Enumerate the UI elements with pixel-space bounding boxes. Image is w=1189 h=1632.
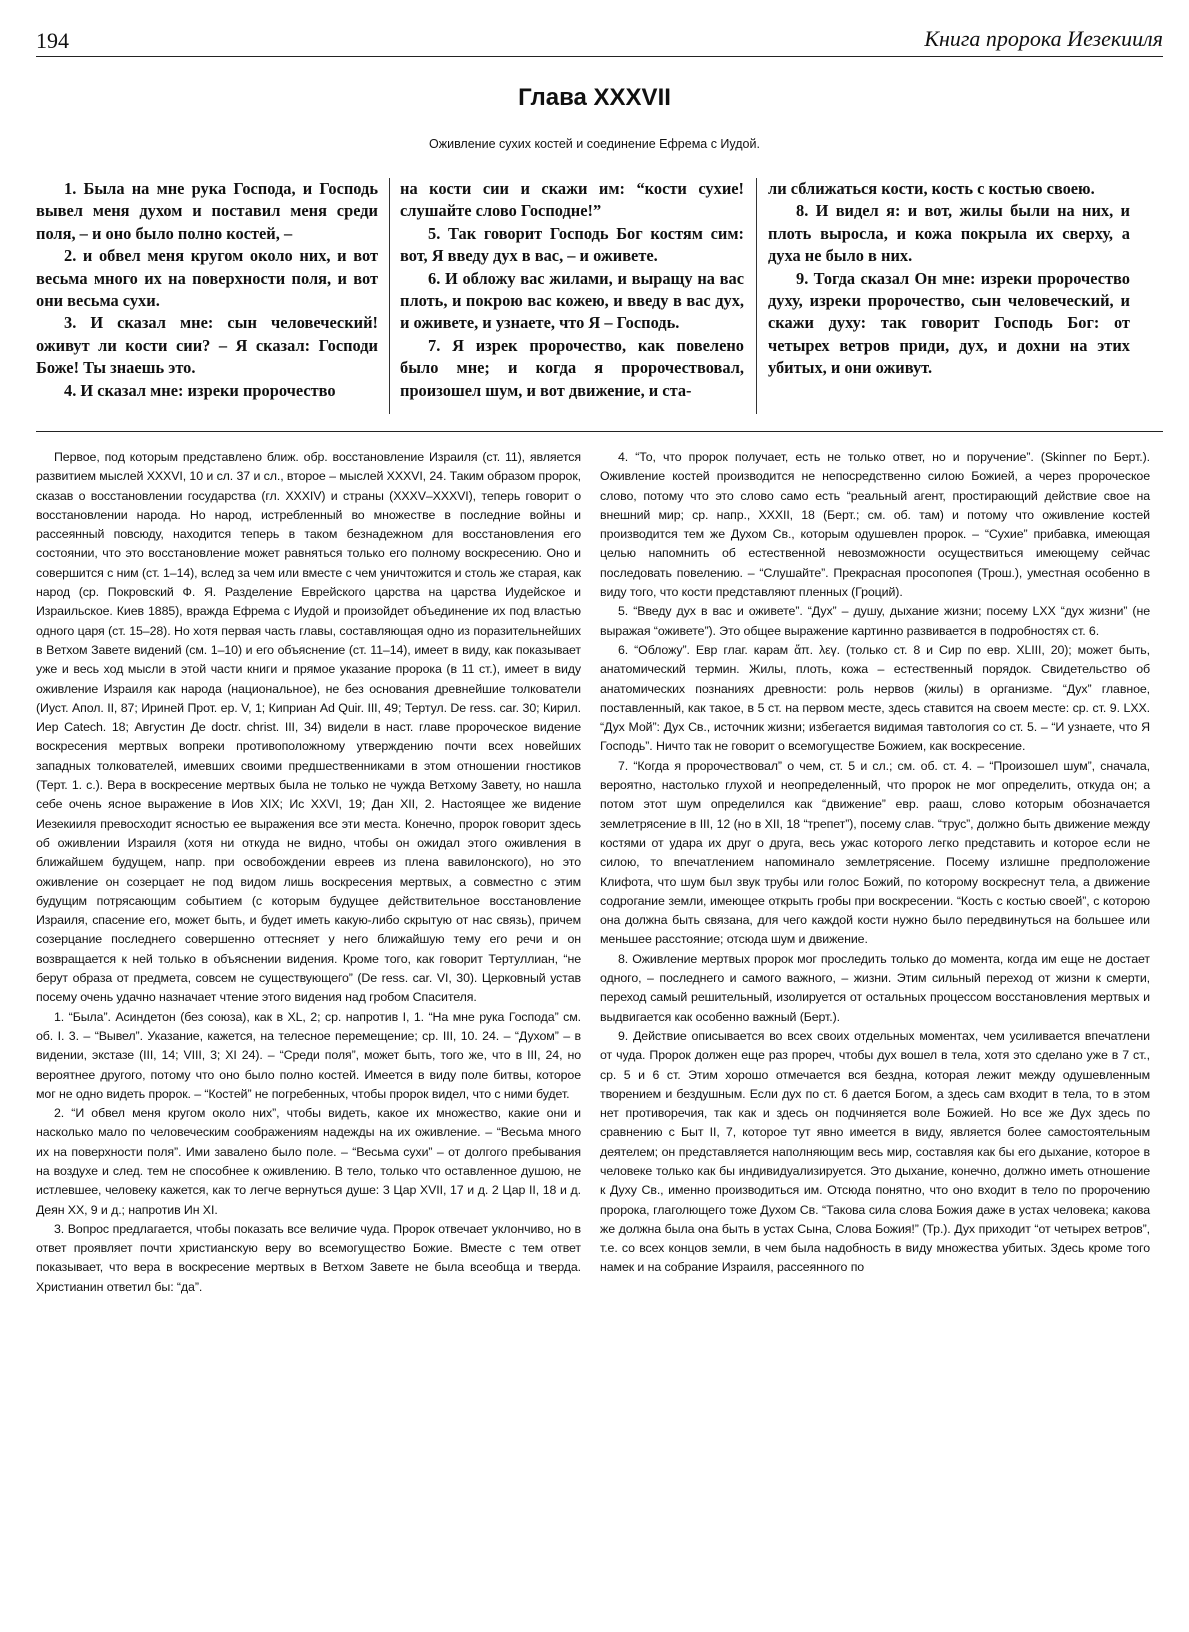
commentary-paragraph: Первое, под которым представлено ближ. обр. восстановление Израиля (ст. 11), является развитием мыслей XXXVI, 10 и сл. 37 и сл., второе – мыслей XXXVI, 24. Таким образом пророк, сказав о восстановлении государства (гл. XXXIV) и страны (XXXV–XXXVI), теперь говорит о восстановлении народа. Но народ, истребленный во множестве в последние войны и рассеянный повсюду, находится теперь в таком безнадежном для восстановления его состоянии, что это восстановление может равняться только его полному воскресению. Оно и совершится с ним (ст. 1–14), вслед за чем или вместе с чем уничтожится и столь же старая, как народ (ср. Покровский Ф. Я. Разделение Еврейского царства на царства Иудейское и Израильское. Киев 1885), вражда Ефрема с Иудой и произойдет объединение их под властью одного царя (ст. 15–28). Но хотя первая часть главы, составляющая одно из поразительнейших в Ветхом Завете видений (см. 1–10) и его объяснение (ст. 11–14), имеет в виду, как показывает уже и весь ход мысли в этой части книги и прямое указание пророка (в 11 ст.), имеет в виду оживление Израиля как народа (национальное), не без основания древнейшие толкователи (Иуст. Апол. II, 87; Ириней Прот. ер. V, 1; Киприан Ad Quir. III, 49; Тертул. De ress. car. 30; Кирил. Иер Catech. 18; Августин Де doctr. christ. III, 34) видели в наст. главе пророческое видение воскресения мертвых вопреки противоположному утверждению почти всех новейших западных толкователей, имевших своими предшественниками в этом отношении гностиков (Терт. 1. с.). Вера в воскресение мертвых была не только не чужда Ветхому Завету, но нашла себе очень ясное выражение в Иов XIX; Ис XXVI, 19; Дан XII, 2. Настоящее же видение Иезекииля превосходит ясностью ее выражения все эти места. Конечно, пророк говорит здесь об оживлении Израиля (хотя ни откуда не видно, чтобы он ожидал этого оживления в ближайшем будущем, напр. при освобождении евреев из плена вавилонского), но это оживление он созерцает не под видом лишь воскресения мертвых, а совместно с этим будущим потрясающим событием (с которым будущее действительное восстановление Израиля, спасение его, может быть, и будет иметь какую-либо скрытую от нас связь), причем созерцание последнего совершенно оттесняет у него ближайшую тему его речи и он возвращается к ней только в объяснении видения. Кроме того, как говорит Тертуллиан, “не берут образа от предмета, совсем не существующего” (De ress. car. VI, 30). Церковный устав посему очень удачно назначает чтение этого видения над гробом Спасителя.	[36, 450, 581, 1005]
verse-2: 2. и обвел меня кругом около них, и вот весьма много их на поверхности поля, и вот они весьма сухи.	[36, 246, 378, 311]
section-divider	[36, 431, 1163, 432]
verse-4-start: 4. И сказал мне: изреки пророчество	[64, 380, 336, 400]
commentary-column-right	[600, 448, 1150, 1278]
verse-column-1	[36, 178, 378, 402]
verse-8: 8. И видел я: и вот, жилы были на них, и плоть выросла, и кожа покрыла их сверху, а духа не было в них.	[768, 201, 1130, 266]
commentary-paragraph: 4. “То, что пророк получает, есть не только ответ, но и поручение”. (Skinner по Берт.). Оживление костей производится не непосредственно силою Божией, а через пророческое слово, потому что это слово само есть “реальный агент, простирающий действие свое на внешний мир; ср. напр., XXXII, 18 (Берт.; см. об. там) и потому что оживление костей производится тем же Духом Св., которым одушевлен пророк. – “Сухие” прибавка, имеющая целью напомнить об естественной невозможности осуществиться имеющему сейчас последовать повелению. – “Слушайте”. Прекрасная просопопея (Трош.), уместная особенно в виду того, что кости представляют пленных (Гроций).	[600, 450, 1150, 600]
running-header	[36, 22, 1163, 57]
commentary-paragraph: 7. “Когда я пророчествовал” о чем, ст. 5 и сл.; см. об. ст. 4. – “Произошел шум”, сначала, вероятно, настолько глухой и неопределенный, что пророк не мог определить, откуда он; а потом этот шум определился как “движение” евр. рааш, слово которым обозначается землетрясение в III, 12 (но в XII, 18 “трепет”), посему слав. “трус”, должно быть движение между костями от удара их друг о друга, весь ужас которого легко представить и которое если не силою, то впечатлением напоминало землетрясение. Посему излишне предположение Клифота, что шум был звук трубы или голос Божий, по которому воскреснут тела, а движение содрогание земли, имеющее открыть гробы при воскресении. “Кость с костью своей”, с которою она должна быть связана, для чего каждой кости нужно было передвинуться на большее или меньшее расстояние; отсюда шум и движение.	[600, 758, 1150, 947]
chapter-subtitle: Оживление сухих костей и соединение Ефрема с Иудой.	[429, 137, 760, 151]
verse-3: 3. И сказал мне: сын человеческий! оживут ли кости сии? – Я сказал: Господи Боже! Ты знаешь это.	[36, 313, 378, 378]
page-number: 194	[36, 28, 69, 53]
verse-7-end: ли сближаться кости, кость с костью своею.	[768, 179, 1095, 198]
verse-7-start: 7. Я изрек пророчество, как повелено было мне; и когда я пророчествовал, произошел шум, и вот движение, и ста-	[400, 335, 744, 400]
verse-column-3	[768, 178, 1130, 380]
column-divider	[756, 178, 757, 414]
commentary-paragraph: 5. “Введу дух в вас и оживете”. “Дух” – душу, дыхание жизни; посему LXX “дух жизни” (не выражая “оживете”). Это общее выражение картинно развивается в подробностях ст. 6.	[600, 604, 1150, 638]
commentary-paragraph: 1. “Была”. Асиндетон (без союза), как в XL, 2; ср. напротив I, 1. “На мне рука Господа” см. об. I. 3. – “Вывел”. Указание, кажется, на телесное перемещение; ср. III, 10. 24. – “Духом” – в видении, экстазе (III, 14; VIII, 3; XI 24). – “Среди поля”, может быть, того же, что в III, 24, но вероятнее другого, потому что оно было полно костей. Имеется в виду поле битвы, которое мог не одно видеть пророк. – “Костей” не погребенных, чтобы пророк видел, что с ними будет.	[36, 1009, 581, 1101]
column-divider	[389, 178, 390, 414]
commentary-paragraph: 3. Вопрос предлагается, чтобы показать все величие чуда. Пророк отвечает уклончиво, но в ответ проявляет почти христианскую веру во всемогущество Божие. Вместе с тем ответ показывает, что вера в воскресение мертвых в Ветхом Завете не была всеобща и тверда. Христианин ответил бы: “да”.	[36, 1221, 581, 1294]
commentary-paragraph: 6. “Обложу”. Евр глаг. карам ἅπ. λεγ. (только ст. 8 и Сир по евр. XLIII, 20); может быть, анатомический термин. Жилы, плоть, кожа – естественный порядок. Свидетельство об анатомических познаниях древности: роль нервов (жилы) в организме. “Дух” главное, поставленный, как такое, в 5 ст. на первом месте, здесь ставится на своем месте: ср. ст. 9. LXX. “Дух Мой”: Дух Св., источник жизни; избегается видимая тавтология со ст. 5. – “И узнаете, что Я Господь”. Ничто так не говорит о всемогуществе Божием, как воскресение.	[600, 642, 1150, 754]
verse-9: 9. Тогда сказал Он мне: изреки пророчество духу, изреки пророчество, сын человеческий, и скажи духу: так говорит Господь Бог: от четырех ветров приди, дух, и дохни на этих убитых, и они оживут.	[768, 268, 1130, 378]
verse-column-2	[400, 178, 744, 402]
verse-1: 1. Была на мне рука Господа, и Господь вывел меня духом и поставил меня среди поля, – и оно было полно костей, –	[36, 179, 378, 243]
commentary-column-left	[36, 448, 581, 1297]
commentary-paragraph: 9. Действие описывается во всех своих отдельных моментах, чем усиливается впечатлени от чуда. Пророк должен еще раз прореч, чтобы дух вошел в тела, хотя это сделано уже в 7 ст., ср. 5 и 6 ст. Этим хорошо отмечается вся бездна, которая лежит между одушевленным творением и бездушным. Если дух по ст. 6 дается Богом, а здесь сам входит в тела, то в этом нет противоречия, так как и здесь он подчиняется воле Божией. Но все же Дух здесь по сравнению с Быт II, 7, которое тут явно имеется в виду, является более самостоятельным деятелем; он представляется наполняющим весь мир, составляя как бы его дыхание, которое в человеке только как бы индивидуализируется. Это дыхание, конечно, должно иметь отношение к Духу Св., именно производиться им. Отсюда понятно, что оно входит в тело по пророчению пророка, глаголющего тоже Духом Св. “Такова сила слова Божия даже в устах человека; какова же должна была она быть в устах Сына, Слова Божия!” (Тр.). Дух приходит “от четырех ветров”, т.е. со всех концов земли, в чем была надобность в виду множества убитых. Здесь кроме того намек и на собрание Израиля, рассеянного по	[600, 1028, 1150, 1275]
commentary-paragraph: 2. “И обвел меня кругом около них”, чтобы видеть, какое их множество, какие они и насколько мало по человеческим соображениям надежды на их оживление. – “Весьма много их на поверхности поля”. Ими завалено было поле. – “Весьма сухи” – от долгого пребывания на воздухе и след. тем не способнее к оживлению. В тело, только что оставленное душою, не истлевшее, человеку кажется, как то легче вернуться душе: 3 Цар XVII, 17 и д. 2 Цар II, 18 и д. Деян XX, 9 и д.; напротив Ин XI.	[36, 1106, 581, 1217]
book-title: Книга пророка Иезекииля	[924, 26, 1163, 51]
commentary-paragraph: 8. Оживление мертвых пророк мог проследить только до момента, когда им еще не достает одного, – последнего и самого важного, – жизни. Этим сильный переход от жизни к смерти, переход самый решительный, изолируется от остальных процессом восстановления мертвых и выдвигается как особенно важный (Берт.).	[600, 951, 1150, 1024]
chapter-title: Глава XXXVII	[518, 84, 671, 111]
verse-4-end: на кости сии и скажи им: “кости сухие! слушайте слово Господне!”	[400, 179, 744, 221]
verse-5: 5. Так говорит Господь Бог костям сим: вот, Я введу дух в вас, – и оживете.	[400, 223, 744, 266]
verse-6: 6. И обложу вас жилами, и выращу на вас плоть, и покрою вас кожею, и введу в вас дух, и оживете, и узнаете, что Я – Господь.	[400, 268, 744, 333]
